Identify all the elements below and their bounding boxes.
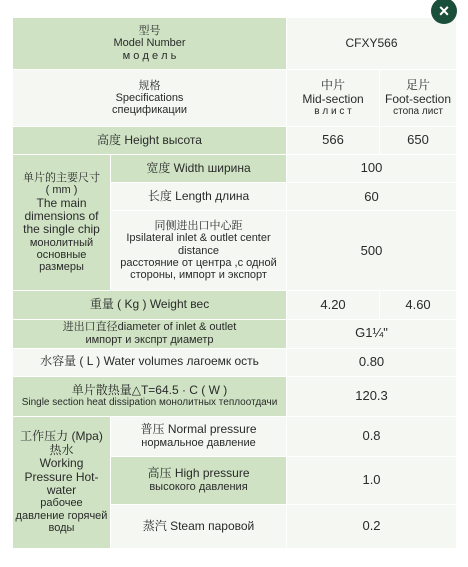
inlet-label-line2: импорт и экспрт диаметр [85, 333, 214, 346]
water-volume-value: 0.80 [287, 348, 457, 376]
model-label-ru: м о д е л ь [122, 49, 177, 62]
spec-label-zh: 规格 [138, 79, 161, 92]
height-mid-value: 566 [287, 127, 380, 155]
model-row [13, 18, 457, 70]
pressure-en: Working Pressure Hot-water [24, 456, 99, 498]
length-value: 60 [287, 183, 457, 211]
distance-value: 500 [287, 211, 457, 291]
model-label-en: Model Number [113, 37, 186, 50]
distance-en: Ipsilateral inlet & outlet center distance [126, 232, 271, 257]
water-volume-label: 水容量 ( L ) Water volumes лагоемк ость [13, 348, 287, 376]
dimensions-unit: ( mm ) [45, 184, 78, 197]
close-icon: × [438, 1, 450, 21]
mid-section-header [287, 70, 380, 127]
heat-label-line2: Single section heat dissipation монолитных теплоотдачи [21, 397, 278, 409]
pressure-zh: 工作压力 (Mpa)热水 [20, 429, 103, 457]
inlet-row [13, 319, 457, 348]
normal-pressure-row [13, 416, 457, 456]
length-label: 长度 Length длина [111, 183, 287, 211]
dimensions-zh: 单片的主要尺寸 [23, 171, 100, 184]
foot-header-ru: стопа лист [393, 105, 443, 117]
model-value: CFXY566 [287, 18, 457, 70]
width-row [13, 155, 457, 183]
spec-label-cell [13, 70, 287, 127]
height-foot-value: 650 [380, 127, 457, 155]
foot-section-header [380, 70, 457, 127]
heat-value: 120.3 [287, 376, 457, 416]
mid-header-en: Mid-section [302, 91, 364, 106]
distance-zh: 同侧进出口中心距 [154, 220, 243, 233]
width-label: 宽度 Width ширина [111, 155, 287, 183]
foot-header-en: Foot-section [385, 91, 452, 106]
specification-table [12, 17, 457, 549]
normal-pressure-label-ru: нормальное давление [141, 436, 256, 449]
steam-label: 蒸汽 Steam паровой [111, 504, 287, 548]
weight-label: 重量 ( Kg ) Weight вес [13, 291, 287, 319]
height-row [13, 127, 457, 155]
normal-pressure-label: 普压 Normal pressure [140, 422, 257, 437]
weight-foot-value: 4.60 [380, 291, 457, 319]
inlet-value: G1¼" [287, 319, 457, 348]
height-label: 高度 Height высота [13, 127, 287, 155]
dimensions-group-cell [13, 155, 111, 291]
distance-label-cell [111, 211, 287, 291]
spec-row [13, 70, 457, 127]
spec-label-ru: спецификации [112, 104, 187, 117]
inlet-label-cell [13, 319, 287, 348]
dimensions-en: The main dimensions of the single chip [23, 195, 100, 237]
foot-header-zh: 足片 [406, 78, 431, 93]
width-value: 100 [287, 155, 457, 183]
model-label-zh: 型号 [138, 25, 161, 38]
mid-header-zh: 中片 [321, 78, 346, 93]
water-volume-row [13, 348, 457, 376]
high-pressure-label: 高压 High pressure [147, 466, 250, 481]
heat-row [13, 376, 457, 416]
pressure-group-cell [13, 416, 111, 548]
weight-row [13, 291, 457, 319]
distance-ru: расстояние от центра ,с одной стороны, импорт и экспорт [120, 257, 277, 282]
high-pressure-label-ru: высокого давления [149, 480, 248, 493]
inlet-label-line1: 进出口直径diameter of inlet & outlet [62, 321, 237, 334]
spec-label-en: Specifications [115, 91, 184, 104]
heat-label-cell [13, 376, 287, 416]
model-label-cell [13, 18, 287, 70]
mid-header-ru: в л и с т [314, 105, 352, 117]
steam-value: 0.2 [287, 504, 457, 548]
normal-pressure-value: 0.8 [287, 416, 457, 456]
high-pressure-value: 1.0 [287, 456, 457, 504]
normal-pressure-label-cell [111, 416, 287, 456]
dimensions-ru: монолитный основные размеры [29, 236, 94, 274]
pressure-ru: рабочее давление горячей воды [15, 497, 108, 535]
heat-label-line1: 单片散热量△T=64.5 · C ( W ) [71, 382, 228, 397]
high-pressure-label-cell [111, 456, 287, 504]
weight-mid-value: 4.20 [287, 291, 380, 319]
